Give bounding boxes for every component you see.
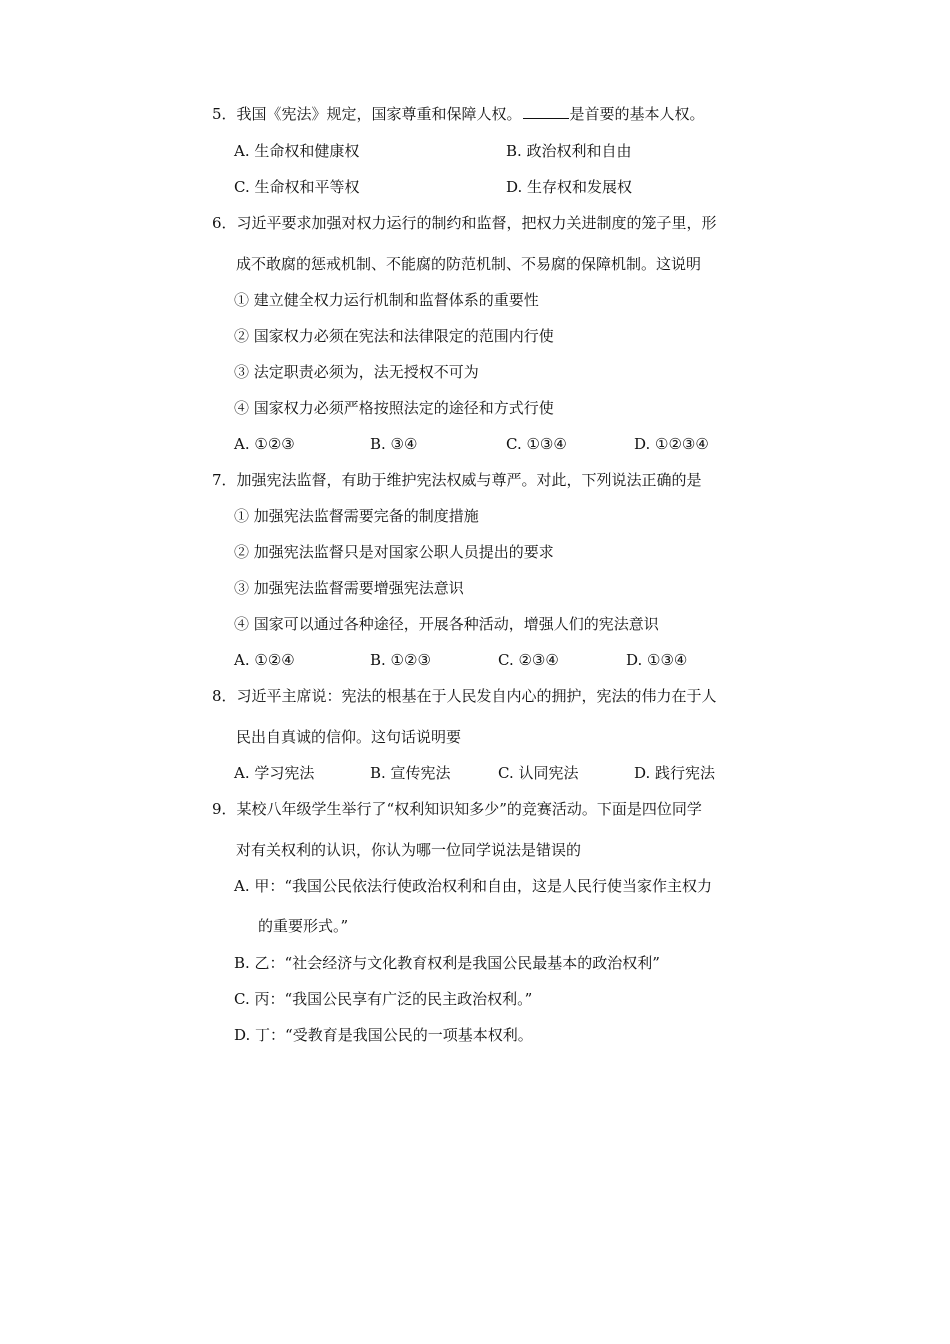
question-8-option-b: B. 宣传宪法	[370, 764, 451, 782]
question-5-stem-before: 5．我国《宪法》规定，国家尊重和保障人权。	[212, 105, 522, 123]
question-9-option-a-line1: A. 甲：“我国公民依法行使政治权利和自由，这是人民行使当家作主权力	[234, 877, 713, 895]
question-8-stem-line2: 民出自真诚的信仰。这句话说明要	[236, 728, 462, 746]
question-5-option-d: D. 生存权和发展权	[506, 178, 633, 196]
question-8-option-d: D. 践行宪法	[634, 764, 716, 782]
question-9-option-d: D. 丁：“受教育是我国公民的一项基本权利。	[234, 1026, 533, 1044]
question-7-item-1: ① 加强宪法监督需要完备的制度措施	[234, 507, 479, 525]
question-5-stem	[212, 104, 705, 124]
question-5-option-b: B. 政治权利和自由	[506, 142, 632, 160]
question-6-option-b: B. ③④	[370, 435, 418, 453]
question-6-option-a: A. ①②③	[234, 435, 295, 453]
question-7-option-d: D. ①③④	[626, 651, 688, 669]
question-8-stem-line1: 8．习近平主席说：宪法的根基在于人民发自内心的拥护，宪法的伟力在于人	[212, 687, 717, 705]
question-8-option-c: C. 认同宪法	[498, 764, 579, 782]
question-5-option-a: A. 生命权和健康权	[234, 142, 360, 160]
question-5-stem-after: 是首要的基本人权。	[569, 105, 705, 123]
question-6-option-c: C. ①③④	[506, 435, 567, 453]
question-6-stem-line2: 成不敢腐的惩戒机制、不能腐的防范机制、不易腐的保障机制。这说明	[236, 255, 702, 273]
question-7-option-c: C. ②③④	[498, 651, 559, 669]
question-7-item-2: ② 加强宪法监督只是对国家公职人员提出的要求	[234, 543, 554, 561]
question-7-item-3: ③ 加强宪法监督需要增强宪法意识	[234, 579, 464, 597]
question-7-item-4: ④ 国家可以通过各种途径，开展各种活动，增强人们的宪法意识	[234, 615, 659, 633]
question-9-option-a-line2: 的重要形式。”	[258, 917, 349, 935]
question-7-stem: 7．加强宪法监督，有助于维护宪法权威与尊严。对此，下列说法正确的是	[212, 471, 702, 489]
question-6-item-1: ① 建立健全权力运行机制和监督体系的重要性	[234, 291, 539, 309]
question-9-stem-line2: 对有关权利的认识，你认为哪一位同学说法是错误的	[236, 841, 582, 859]
question-6-item-4: ④ 国家权力必须严格按照法定的途径和方式行使	[234, 399, 554, 417]
question-6-stem-line1: 6．习近平要求加强对权力运行的制约和监督，把权力关进制度的笼子里，形	[212, 214, 717, 232]
answer-blank	[523, 104, 569, 119]
question-6-item-3: ③ 法定职责必须为，法无授权不可为	[234, 363, 479, 381]
question-8-option-a: A. 学习宪法	[234, 764, 315, 782]
question-5-option-c: C. 生命权和平等权	[234, 178, 360, 196]
question-7-option-b: B. ①②③	[370, 651, 431, 669]
question-6-item-2: ② 国家权力必须在宪法和法律限定的范围内行使	[234, 327, 554, 345]
question-9-option-b: B. 乙：“社会经济与文化教育权利是我国公民最基本的政治权利”	[234, 954, 660, 972]
question-6-option-d: D. ①②③④	[634, 435, 709, 453]
question-7-option-a: A. ①②④	[234, 651, 295, 669]
question-9-stem-line1: 9．某校八年级学生举行了“权利知识知多少”的竞赛活动。下面是四位同学	[212, 800, 702, 818]
question-9-option-c: C. 丙：“我国公民享有广泛的民主政治权利。”	[234, 990, 533, 1008]
